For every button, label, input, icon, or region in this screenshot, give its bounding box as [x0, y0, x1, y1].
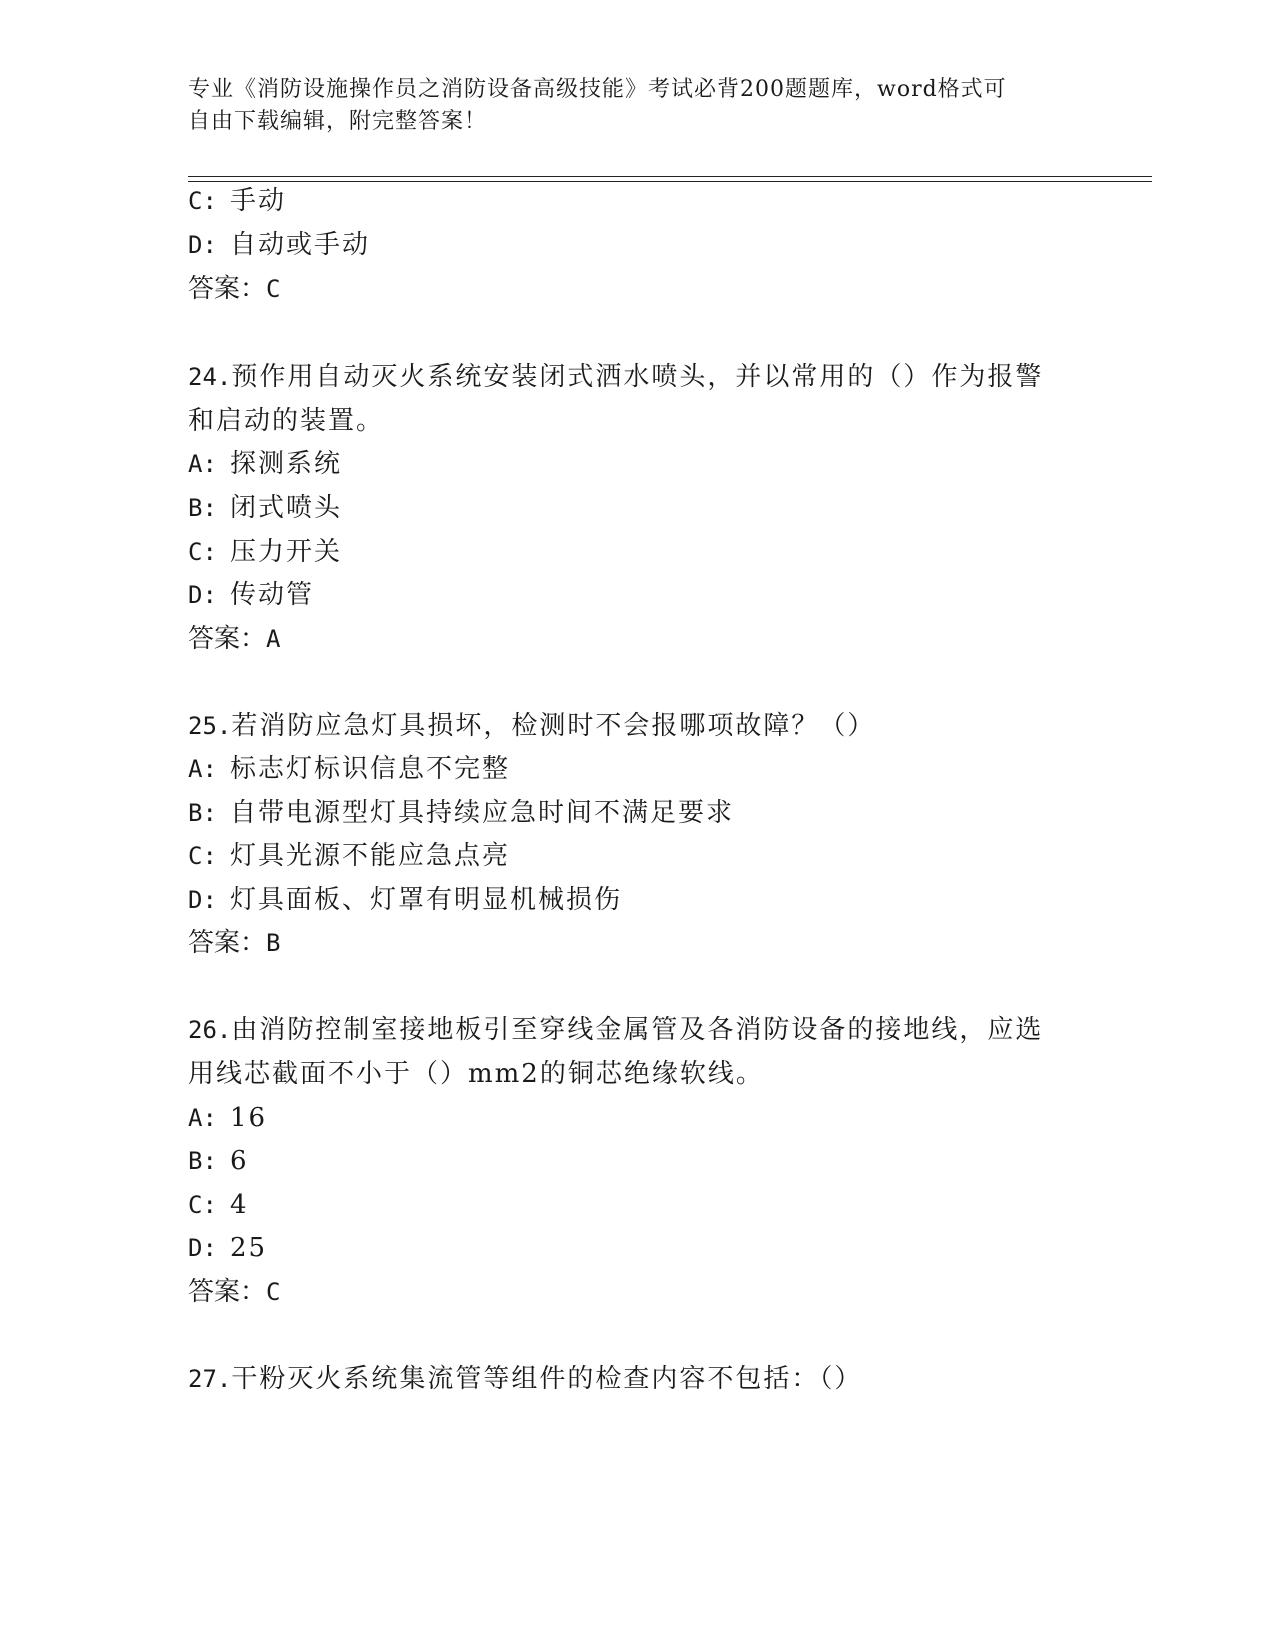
- option-text: 手动: [230, 186, 287, 216]
- option-label: C:: [188, 538, 217, 566]
- option-text: 压力开关: [230, 537, 343, 567]
- option-item: [188, 535, 342, 569]
- option-text: 16: [230, 1103, 268, 1133]
- option-text: 灯具光源不能应急点亮: [230, 841, 511, 871]
- option-text: 4: [230, 1190, 249, 1220]
- question-text: [188, 709, 875, 743]
- question-text-continued: 和启动的装置。: [188, 406, 385, 436]
- question-number: 27.: [188, 1365, 232, 1393]
- question-text: [188, 1013, 1043, 1047]
- option-label: A:: [188, 1104, 217, 1132]
- option-label: B:: [188, 494, 217, 522]
- option-item: [188, 752, 510, 786]
- header-divider-bottom: [188, 181, 1152, 182]
- option-text: 闭式喷头: [230, 493, 343, 523]
- question-text-line-1: 预作用自动灭火系统安装闭式洒水喷头，并以常用的（）作为报警: [231, 362, 1044, 392]
- option-label: C:: [188, 1191, 217, 1219]
- option-text: 自动或手动: [230, 230, 371, 260]
- answer-label: 答案：: [188, 624, 267, 654]
- option-label: B:: [188, 1147, 217, 1175]
- option-text: 自带电源型灯具持续应急时间不满足要求: [230, 798, 735, 828]
- option-item: [188, 491, 342, 525]
- option-text: 标志灯标识信息不完整: [230, 754, 511, 784]
- option-label: A:: [188, 450, 217, 478]
- answer-label: 答案：: [188, 1277, 267, 1307]
- question-number: 24.: [188, 363, 232, 391]
- option-label: C:: [188, 842, 217, 870]
- option-item: [188, 1188, 249, 1222]
- option-label: B:: [188, 799, 217, 827]
- option-label: D:: [188, 581, 217, 609]
- option-item: [188, 184, 286, 218]
- option-item: [188, 796, 734, 830]
- question-text-line-1: 由消防控制室接地板引至穿线金属管及各消防设备的接地线，应选: [231, 1015, 1044, 1045]
- answer-value: C: [266, 1278, 281, 1306]
- option-label: A:: [188, 755, 217, 783]
- option-item: [188, 578, 314, 612]
- option-label: C:: [188, 187, 217, 215]
- question-text-line-1: 若消防应急灯具损坏，检测时不会报哪项故障？（）: [231, 711, 876, 741]
- option-item: [188, 447, 342, 481]
- option-text: 25: [230, 1233, 268, 1263]
- question-text-continued: 用线芯截面不小于（）mm2的铜芯绝缘软线。: [188, 1059, 764, 1089]
- option-text: 传动管: [230, 580, 315, 610]
- option-label: D:: [188, 886, 217, 914]
- question-text: [188, 1362, 862, 1396]
- question-number: 26.: [188, 1016, 232, 1044]
- option-item: [188, 1101, 267, 1135]
- answer-value: C: [266, 275, 281, 303]
- option-label: D:: [188, 1234, 217, 1262]
- option-label: D:: [188, 231, 217, 259]
- option-item: [188, 228, 370, 262]
- option-text: 探测系统: [230, 449, 343, 479]
- answer-line: [188, 272, 280, 306]
- answer-line: [188, 622, 280, 656]
- header-line-1: 专业《消防设施操作员之消防设备高级技能》考试必背200题题库，word格式可: [188, 77, 1007, 102]
- option-item: [188, 1144, 249, 1178]
- question-text: [188, 360, 1043, 394]
- question-text-line-1: 干粉灭火系统集流管等组件的检查内容不包括：（）: [231, 1364, 863, 1394]
- answer-label: 答案：: [188, 928, 267, 958]
- page-header: [188, 74, 1068, 138]
- answer-value: B: [266, 929, 281, 957]
- answer-line: [188, 926, 280, 960]
- question-number: 25.: [188, 712, 232, 740]
- option-text: 6: [230, 1146, 249, 1176]
- header-line-2: 自由下载编辑，附完整答案！: [188, 109, 488, 134]
- answer-label: 答案：: [188, 274, 267, 304]
- header-divider-top: [188, 176, 1152, 177]
- answer-value: A: [266, 625, 281, 653]
- option-item: [188, 839, 510, 873]
- answer-line: [188, 1275, 280, 1309]
- option-item: [188, 883, 622, 917]
- option-item: [188, 1231, 267, 1265]
- option-text: 灯具面板、灯罩有明显机械损伤: [230, 885, 623, 915]
